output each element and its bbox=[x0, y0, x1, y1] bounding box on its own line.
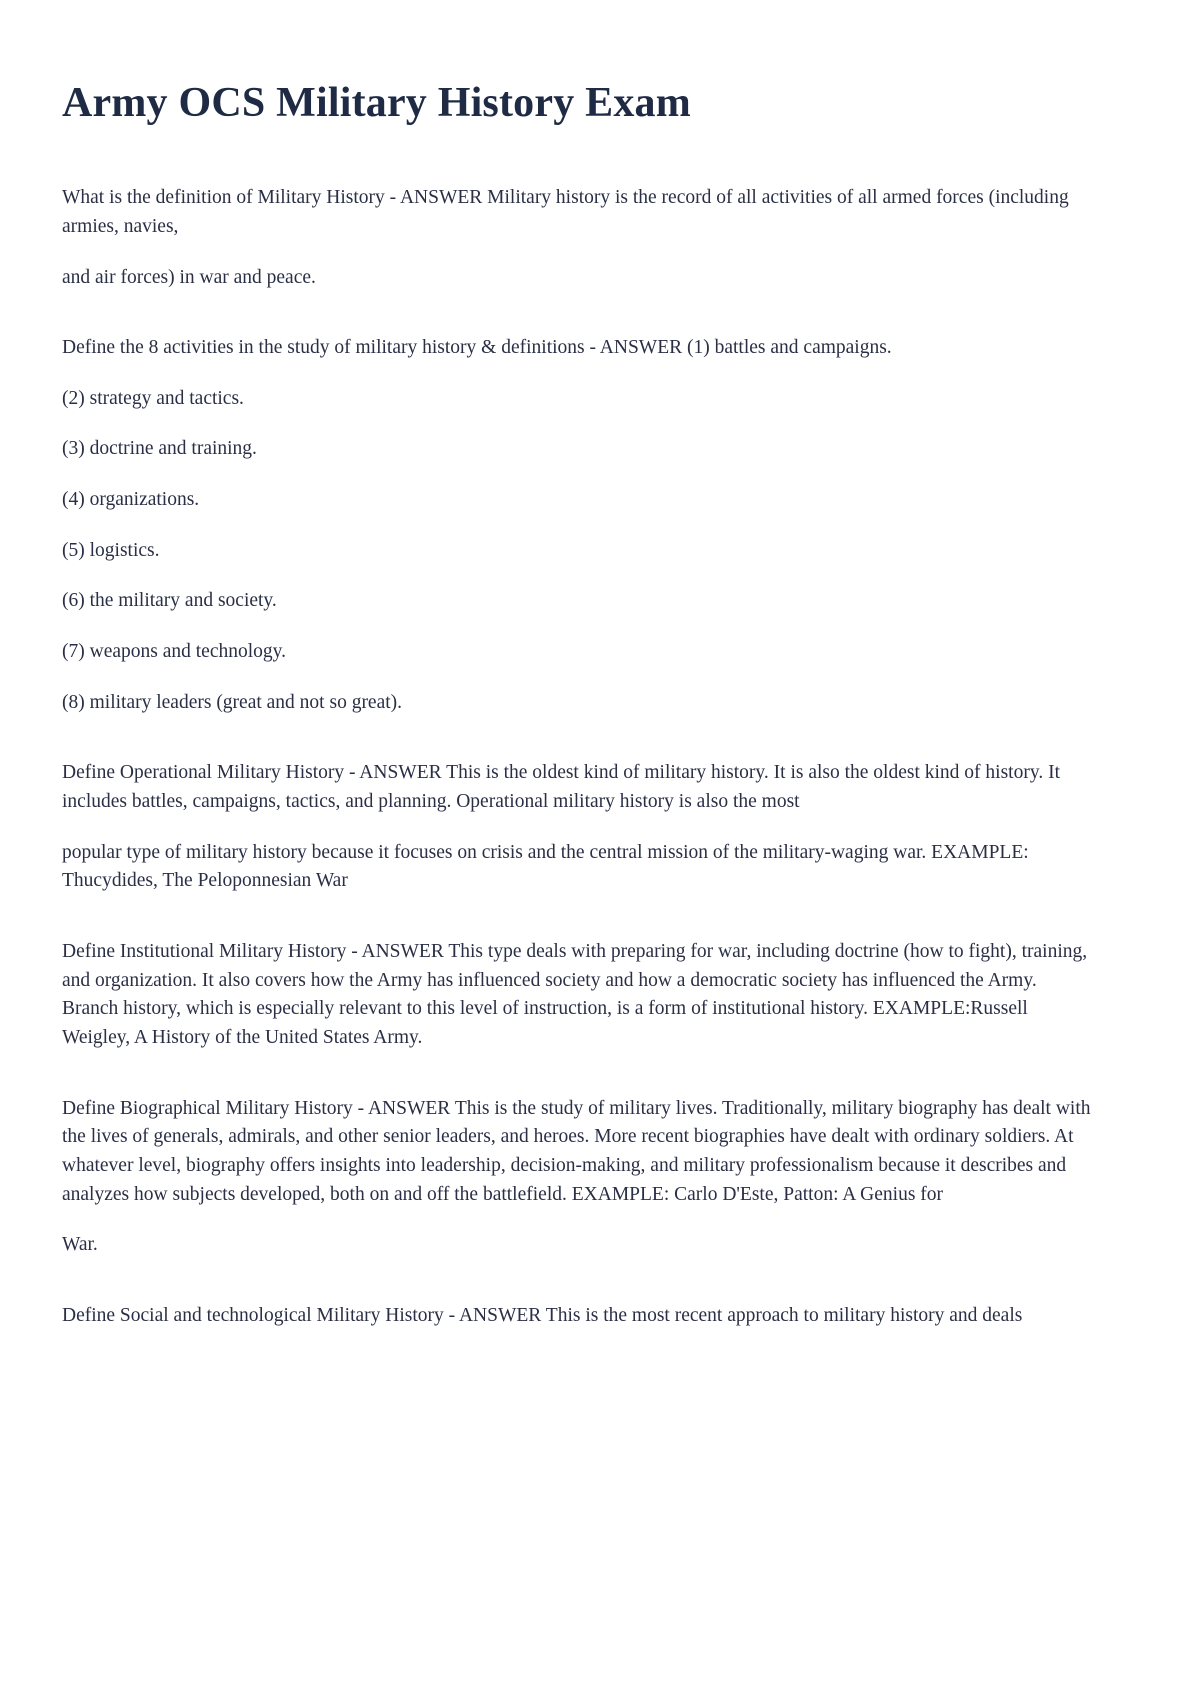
answer-paragraph: Define Social and technological Military History - ANSWER This is the most recent approach to military history and deals bbox=[62, 1304, 1023, 1326]
list-item: (2) strategy and tactics. bbox=[62, 387, 244, 409]
question-block-3 bbox=[62, 759, 1096, 896]
question-block-5 bbox=[62, 1095, 1096, 1260]
answer-paragraph: Define Operational Military History - ANSWER This is the oldest kind of military history. It is also the oldest kind of history. It includes battles, campaigns, tactics, and planning. Operational military history is also the most bbox=[62, 762, 1060, 813]
answer-paragraph: Define the 8 activities in the study of military history & definitions - ANSWER (1) battles and campaigns. bbox=[62, 337, 892, 359]
list-item: (4) organizations. bbox=[62, 489, 200, 511]
answer-paragraph: and air forces) in war and peace. bbox=[62, 266, 316, 288]
spacer bbox=[62, 1083, 1096, 1095]
list-item: (3) doctrine and training. bbox=[62, 438, 257, 460]
spacer bbox=[62, 926, 1096, 938]
spacer bbox=[62, 747, 1096, 759]
list-item: (5) logistics. bbox=[62, 539, 160, 561]
answer-paragraph: Define Biographical Military History - ANSWER This is the study of military lives. Traditionally, military biography has dealt with the lives of generals, admirals, and other senior leaders, and heroes. More recent biographies have dealt with ordinary soldiers. At whatever level, biography offers insights into leadership, decision-making, and military professionalism because it describes and analyzes how subjects developed, both on and off the battlefield. EXAMPLE: Carlo D'Este, Patton: A Genius for bbox=[62, 1097, 1091, 1205]
spacer bbox=[62, 1290, 1096, 1302]
list-item: (8) military leaders (great and not so great). bbox=[62, 691, 403, 713]
question-block-4 bbox=[62, 938, 1096, 1053]
answer-paragraph: Define Institutional Military History - ANSWER This type deals with preparing for war, including doctrine (how to fight), training, and organization. It also covers how the Army has influenced society and how a democratic society has influenced the Army. Branch history, which is especially relevant to this level of instruction, is a form of institutional history. EXAMPLE:Russell Weigley, A History of the United States Army. bbox=[62, 941, 1088, 1048]
spacer bbox=[62, 322, 1096, 334]
list-item: (6) the military and society. bbox=[62, 590, 277, 612]
answer-paragraph: War. bbox=[62, 1234, 98, 1256]
answer-paragraph: popular type of military history because it focuses on crisis and the central mission of the military-waging war. EXAMPLE: Thucydides, The Peloponnesian War bbox=[62, 841, 1029, 892]
question-block-6 bbox=[62, 1302, 1096, 1331]
page-title: Army OCS Military History Exam bbox=[62, 80, 691, 126]
question-block-1 bbox=[62, 184, 1096, 292]
list-item: (7) weapons and technology. bbox=[62, 641, 287, 663]
question-block-2 bbox=[62, 334, 1096, 717]
answer-paragraph: What is the definition of Military History - ANSWER Military history is the record of all activities of all armed forces (including armies, navies, bbox=[62, 187, 1069, 237]
